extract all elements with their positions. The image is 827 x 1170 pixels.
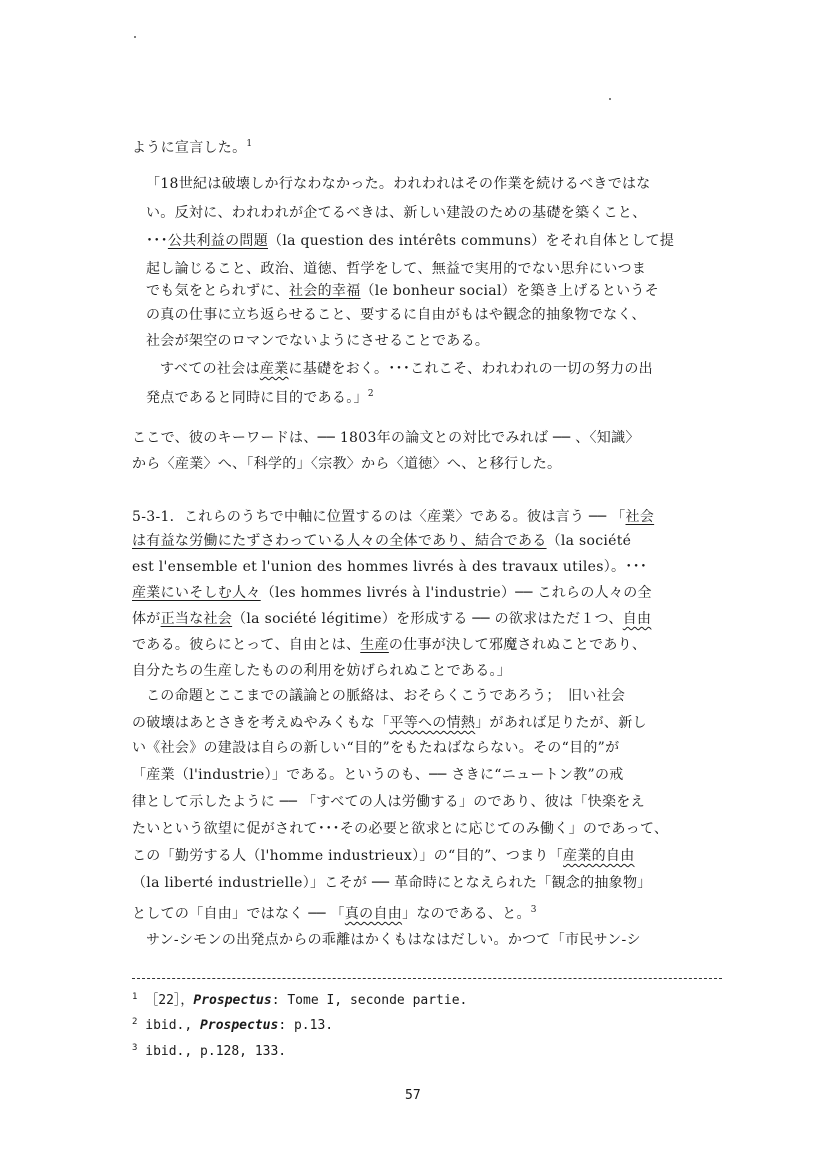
scan-speck <box>134 36 136 38</box>
text-run: ･･･ <box>146 233 168 249</box>
wavy-term: 産業的自由 <box>563 848 635 864</box>
quote-line <box>160 359 653 379</box>
text-run: としての「自由」ではなく ── 「 <box>132 906 345 922</box>
text-run: （la question des intérêts communs）をそれ自体として提 <box>268 233 675 249</box>
body-line <box>132 583 652 603</box>
wavy-term: 平等への情熱 <box>389 715 476 731</box>
footnote-number: 2 <box>132 1017 138 1027</box>
text-run: 5-3-1．これらのうちで中軸に位置するのは〈産業〉である。彼は言う ── 「 <box>132 509 626 525</box>
scan-speck <box>609 98 611 100</box>
footnote-ref: 3 <box>530 905 537 915</box>
text-run: : p.13. <box>278 1018 334 1033</box>
quote-line <box>146 259 646 279</box>
text-run: : Tome I, seconde partie. <box>271 993 468 1008</box>
text-run: 体が <box>132 611 161 627</box>
text-run: 自分たちの生産したものの利用を妨げられぬことである。」 <box>132 663 512 679</box>
quote-line <box>146 231 674 251</box>
text-run: い。反対に、われわれが企てるべきは、新しい建設のための基礎を築くこと、 <box>146 205 647 221</box>
wavy-term: 自由 <box>622 611 652 627</box>
body-line <box>132 738 619 758</box>
text-run: この「勤労する人（l'homme industrieux）」の“目的”、つまり「 <box>132 848 564 864</box>
body-line <box>132 765 624 785</box>
text-run: この命題とここまでの議論との脈絡は、おそらくこうであろう； 旧い社会 <box>146 688 626 704</box>
text-run: たいという欲望に促がされて･･･その必要と欲求とに応じてのみ働く」のであって、 <box>132 821 669 837</box>
underlined-term: 社会的幸福 <box>289 283 361 299</box>
text-run: の仕事が決して邪魔されぬことであり、 <box>388 637 647 653</box>
underlined-term: 生産 <box>360 637 389 653</box>
body-line <box>132 819 668 839</box>
footnote <box>132 1013 333 1035</box>
quote-line <box>146 203 647 223</box>
footnote <box>132 1039 286 1061</box>
text-run: に基礎をおく。･･･これこそ、われわれの一切の努力の出 <box>288 361 653 377</box>
text-run: 社会が架空のロマンでないようにさせることである。 <box>146 333 490 349</box>
section-line <box>132 507 654 527</box>
text-run: でも気をとられずに、 <box>146 283 289 299</box>
footnote-ref: 1 <box>246 139 253 149</box>
body-line <box>132 609 651 629</box>
footnote-number: 3 <box>132 1043 138 1053</box>
footnote-number: 1 <box>132 992 138 1002</box>
body-line <box>132 531 631 551</box>
text-run: 」なのである、と。 <box>402 906 531 922</box>
quote-line <box>146 331 489 351</box>
text-run: （la liberté industrielle）」こそが ── 革命時にとなえられた「観念的抽象物」 <box>132 875 652 891</box>
body-line <box>146 686 625 706</box>
body-line <box>132 134 252 158</box>
text-run: の真の仕事に立ち返らせること、要するに自由がもはや観念的抽象物でなく、 <box>146 307 646 323</box>
footnote <box>132 988 467 1010</box>
title-italic: Prospectus <box>200 1018 279 1033</box>
text-run: （les hommes livrés à l'industrie）── これらの人々の全 <box>260 585 652 601</box>
underlined-term: 公共利益の問題 <box>167 233 269 249</box>
text-run: サン-シモンの出発点からの乖離はかくもはなはだしい。かつて「市民サン-シ <box>146 932 641 948</box>
text-run: ように宣言した。 <box>132 140 247 156</box>
title-italic: Prospectus <box>193 993 272 1008</box>
body-line <box>132 792 645 812</box>
quote-line <box>146 384 374 408</box>
body-line <box>132 428 640 448</box>
text-run: 「産業（l'industrie）」である。というのも、── さきに“ニュートン教”の戒 <box>132 767 624 783</box>
text-run: すべての社会は <box>160 361 260 377</box>
text-run: から〈産業〉へ、「科学的」〈宗教〉から〈道徳〉へ、と移行した。 <box>132 456 562 472</box>
text-run: の破壊はあとさきを考えぬやみくもな「 <box>132 715 390 731</box>
text-run: 律として示したように ── 「すべての人は労働する」のであり、彼は「快楽をえ <box>132 794 645 810</box>
body-line <box>146 930 641 950</box>
wavy-term: 産業 <box>259 361 289 377</box>
underlined-term: 産業にいそしむ人々 <box>132 585 261 601</box>
page-number: 57 <box>405 1088 421 1103</box>
text-run: ibid., <box>145 1018 201 1033</box>
body-line <box>132 846 635 866</box>
body-line <box>132 454 561 474</box>
text-run: 起し論じること、政治、道徳、哲学をして、無益で実用的でない思弁にいつま <box>146 261 647 277</box>
footnote-divider <box>132 978 722 979</box>
underlined-term: 正当な社会 <box>160 611 233 627</box>
text-run: （le bonheur social）を築き上げるというそ <box>360 283 660 299</box>
text-run: 発点であると同時に目的である。」 <box>146 390 368 406</box>
underlined-term: は有益な労働にたずさわっている人々の全体であり、結合である <box>132 533 547 549</box>
body-line <box>132 557 647 577</box>
quote-line <box>146 174 651 194</box>
text-run: （la société <box>546 533 632 549</box>
quote-line <box>146 305 646 325</box>
text-run: ［22］， <box>145 993 194 1008</box>
text-run: である。彼らにとって、自由とは、 <box>132 637 361 653</box>
body-line <box>132 661 511 681</box>
text-run: est l'ensemble et l'union des hommes livrés à des travaux utiles）。･･･ <box>132 559 648 575</box>
text-run: ここで、彼のキーワードは、── 1803年の論文との対比でみれば ── 、〈知識〉 <box>132 430 640 446</box>
body-line <box>132 873 652 893</box>
body-line <box>132 713 647 733</box>
text-run: 」があれば足りたが、新し <box>475 715 647 731</box>
text-run: （la société légitime）を形成する ── の欲求はただ１つ、 <box>232 611 623 627</box>
text-run: 「18世紀は破壊しか行なわなかった。われわれはその作業を続けるべきではな <box>146 176 651 192</box>
body-line <box>132 900 537 924</box>
text-run: い《社会》の建設は自らの新しい“目的”をもたねばならない。その“目的”が <box>132 740 620 756</box>
underlined-term: 社会 <box>625 509 655 525</box>
text-run: ibid., p.128, 133. <box>145 1044 287 1059</box>
footnote-ref: 2 <box>367 389 374 399</box>
quote-line <box>146 281 659 301</box>
wavy-term: 真の自由 <box>344 906 403 922</box>
body-line <box>132 635 646 655</box>
